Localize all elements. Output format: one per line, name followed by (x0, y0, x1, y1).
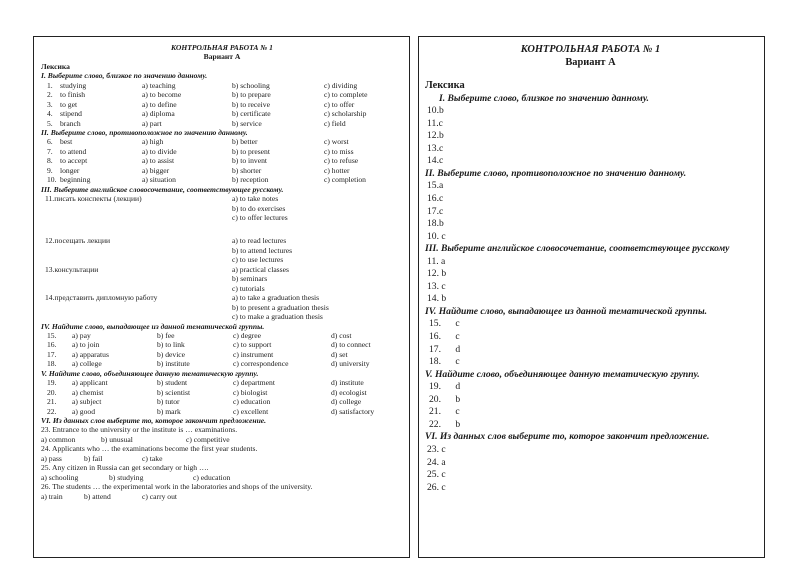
answer-option: c) department (233, 378, 275, 388)
question-row (41, 331, 403, 340)
question-number: 20. (47, 387, 57, 397)
right-answer-sheet (418, 36, 765, 558)
matching-question: 11.писать конспекты (лекции) (45, 194, 142, 204)
answer-option: b) reception (232, 175, 269, 185)
question-number: 5. (47, 118, 53, 128)
question-word: branch (60, 118, 81, 128)
answer-key-item: 11.c (427, 117, 443, 129)
answer-key-item: 24. a (427, 456, 446, 468)
question-row (41, 100, 403, 109)
answer-option: c) carry out (142, 491, 177, 501)
sentence-options (41, 473, 403, 482)
answer-option: b) mark (157, 406, 181, 416)
answer-option: c) instrument (233, 349, 274, 359)
matching-item (41, 293, 403, 321)
answer-option: d) college (331, 397, 362, 407)
question-number: 8. (47, 156, 53, 166)
part2-heading: II. Выберите слово, противоположное по значению данному. (41, 128, 248, 137)
answer-option: b) to prepare (232, 90, 271, 100)
answer-option: a) part (142, 118, 162, 128)
matching-item (41, 194, 403, 222)
matching-item (41, 265, 403, 293)
matching-question: 13.консультации (45, 264, 99, 274)
answer-option: b) tutor (157, 397, 180, 407)
answer-option: a) pay (72, 330, 91, 340)
answer-option: c) education (193, 472, 231, 482)
answer-key-item: 16.c (427, 193, 444, 205)
answer-option: b) schooling (232, 80, 270, 90)
answer-key-item: 15. c (429, 318, 460, 330)
right-title: КОНТРОЛЬНАЯ РАБОТА № 1 (520, 44, 661, 55)
answer-option: c) scholarship (324, 109, 367, 119)
sentence-question: 24. Applicants who … the examinations become the first year students. (41, 444, 258, 454)
answer-option: a) chemist (72, 387, 104, 397)
question-number: 6. (47, 137, 53, 147)
answer-option: c) to make a graduation thesis (232, 312, 323, 322)
answer-option: c) competitive (186, 434, 230, 444)
answer-option: a) subject (72, 397, 102, 407)
question-row (41, 137, 403, 146)
answer-key-item: 15.a (427, 180, 444, 192)
answer-option: a) applicant (72, 378, 108, 388)
question-number: 18. (47, 359, 57, 369)
answer-option: a) to assist (142, 156, 175, 166)
answer-option: c) to support (233, 340, 272, 350)
answer-option: c) to refuse (324, 156, 359, 166)
answers-1-heading: I. Выберите слово, близкое по значению данному. (439, 92, 649, 104)
answers-4-heading: IV. Найдите слово, выпадающее из данной тематической группы. (425, 305, 708, 317)
answer-key-item: 20. b (429, 393, 461, 405)
answer-option: c) field (324, 118, 346, 128)
answer-option: b) seminars (232, 274, 268, 284)
answer-option: c) tutorials (232, 283, 265, 293)
question-row (41, 397, 403, 406)
answer-option: a) good (72, 406, 95, 416)
left-section: Лексика (41, 61, 70, 71)
answer-option: b) shorter (232, 165, 262, 175)
answer-option: c) to use lectures (232, 255, 284, 265)
answer-option: a) to take notes (232, 194, 279, 204)
answer-option: a) situation (142, 175, 176, 185)
answer-key-item: 22. b (429, 418, 461, 430)
answers-2-list (425, 180, 756, 243)
answer-option: d) set (331, 349, 348, 359)
right-section: Лексика (425, 80, 465, 92)
answer-option: b) institute (157, 359, 190, 369)
sentence-options (41, 454, 403, 463)
question-row (41, 119, 403, 128)
question-number: 21. (47, 397, 57, 407)
answer-option: a) high (142, 137, 164, 147)
answers-5-heading: V. Найдите слово, объединяющее данную тематическую группу. (425, 368, 700, 380)
answer-key-item: 10. c (427, 230, 446, 242)
answer-option: d) ecologist (331, 387, 367, 397)
question-row (41, 350, 403, 359)
question-number: 19. (47, 378, 57, 388)
answer-key-item: 18.b (427, 218, 444, 230)
answer-option: b) device (157, 349, 186, 359)
answer-option: a) apparatus (72, 349, 109, 359)
question-number: 9. (47, 165, 53, 175)
answer-option: d) satisfactory (331, 406, 375, 416)
matching-question: 12.посещать лекции (45, 236, 111, 246)
answer-key-item: 12.b (427, 130, 444, 142)
answer-option: b) student (157, 378, 188, 388)
question-number: 22. (47, 406, 57, 416)
answer-option: b) certificate (232, 109, 271, 119)
answer-option: b) fee (157, 330, 175, 340)
answer-option: c) degree (233, 330, 262, 340)
question-word: to get (60, 99, 78, 109)
answer-key-item: 13. c (427, 280, 446, 292)
answer-option: a) teaching (142, 80, 176, 90)
left-test-sheet (33, 36, 410, 558)
sentence-options (41, 435, 403, 444)
question-number: 10. (47, 175, 57, 185)
answer-option: d) to connect (331, 340, 371, 350)
answer-option: a) to divide (142, 146, 177, 156)
answer-key-item: 10.b (427, 105, 444, 117)
question-word: best (60, 137, 73, 147)
answer-option: b) to link (157, 340, 185, 350)
part4-list (41, 331, 403, 369)
part1-list (41, 81, 403, 128)
sentence-options (41, 492, 403, 501)
answer-key-item: 14. b (427, 293, 447, 305)
answer-key-item: 14.c (427, 155, 444, 167)
question-number: 7. (47, 146, 53, 156)
answer-option: b) to receive (232, 99, 270, 109)
question-row (41, 109, 403, 118)
question-row (41, 359, 403, 368)
answer-option: a) practical classes (232, 264, 289, 274)
answers-1-list (425, 105, 756, 168)
question-number: 15. (47, 330, 57, 340)
question-row (41, 388, 403, 397)
matching-question: 14.представить дипломную работу (45, 293, 158, 303)
answer-option: b) to attend lectures (232, 245, 293, 255)
answers-4-list (425, 318, 756, 368)
answer-option: b) scientist (157, 387, 191, 397)
answer-option: a) schooling (41, 472, 79, 482)
answer-key-item: 26. c (427, 481, 446, 493)
answer-option: c) excellent (233, 406, 269, 416)
answer-option: b) to do exercises (232, 203, 286, 213)
answer-key-item: 17.c (427, 205, 444, 217)
left-variant: Вариант А (203, 52, 241, 62)
answer-option: d) university (331, 359, 370, 369)
answer-key-item: 16. c (429, 331, 460, 343)
answer-key-item: 25. c (427, 469, 446, 481)
answer-option: d) cost (331, 330, 352, 340)
answer-option: b) service (232, 118, 262, 128)
answer-option: d) institute (331, 378, 364, 388)
answer-option: b) studying (109, 472, 144, 482)
answer-option: c) biologist (233, 387, 268, 397)
answer-option: b) fail (84, 453, 103, 463)
question-row (41, 81, 403, 90)
answer-option: a) to join (72, 340, 100, 350)
answers-6-heading: VI. Из данных слов выберите то, которое закончит предложение. (425, 431, 710, 443)
answers-3-list (425, 256, 756, 306)
sentence-question: 26. The students … the experimental work in the laboratories and shops of the university. (41, 482, 313, 492)
part4-heading: IV. Найдите слово, выпадающее из данной тематической группы. (41, 321, 265, 331)
left-title: КОНТРОЛЬНАЯ РАБОТА № 1 (171, 43, 273, 52)
question-number: 17. (47, 349, 57, 359)
question-row (41, 90, 403, 99)
question-word: longer (60, 165, 80, 175)
question-word: to attend (60, 146, 87, 156)
right-variant: Вариант А (565, 56, 616, 68)
left-content (34, 37, 409, 501)
sentence-question: 25. Any citizen in Russia can get secondary or high …. (41, 463, 209, 473)
part2-list (41, 137, 403, 184)
answer-option: b) unusual (101, 434, 133, 444)
answer-option: b) to invent (232, 156, 268, 166)
question-row (41, 378, 403, 387)
matching-options (232, 265, 403, 293)
matching-options (232, 194, 403, 222)
answers-2-heading: II. Выберите слово, противоположное по значению данному. (425, 167, 687, 179)
part5-list (41, 378, 403, 416)
answer-option: a) diploma (142, 109, 175, 119)
matching-item (41, 236, 403, 264)
matching-options (232, 236, 403, 264)
answer-key-item: 13.c (427, 142, 444, 154)
question-word: to finish (60, 90, 86, 100)
part3-heading: III. Выберите английское словосочетание, соответствующее русскому. (41, 184, 284, 194)
answer-key-item: 12. b (427, 268, 447, 280)
answer-option: b) better (232, 137, 258, 147)
question-row (41, 156, 403, 165)
answer-option: a) to become (142, 90, 182, 100)
question-number: 1. (47, 80, 53, 90)
answer-option: c) education (233, 397, 271, 407)
answer-key-item: 21. c (429, 406, 460, 418)
answer-option: c) completion (324, 175, 366, 185)
question-number: 4. (47, 109, 53, 119)
answer-option: a) to take a graduation thesis (232, 293, 320, 303)
answers-5-list (425, 381, 756, 431)
answer-option: c) worst (324, 137, 349, 147)
answer-option: c) to offer (324, 99, 355, 109)
answer-option: b) to present a graduation thesis (232, 302, 329, 312)
answer-option: c) dividing (324, 80, 358, 90)
question-number: 2. (47, 90, 53, 100)
answer-key-item: 18. c (429, 356, 460, 368)
answer-option: a) bigger (142, 165, 170, 175)
answer-option: a) common (41, 434, 76, 444)
answers-3-heading: III. Выберите английское словосочетание, соответствующее русскому (425, 243, 730, 255)
answers-6-list (425, 444, 756, 494)
question-row (41, 147, 403, 156)
part5-heading: V. Найдите слово, объединяющее данную тематическую группу. (41, 368, 259, 378)
answer-option: c) take (142, 453, 163, 463)
question-row (41, 340, 403, 349)
question-word: stipend (60, 109, 82, 119)
answer-key-item: 11. a (427, 255, 446, 267)
question-row (41, 175, 403, 184)
answer-key-item: 19. d (429, 381, 461, 393)
question-word: beginning (60, 175, 91, 185)
answer-option: a) pass (41, 453, 62, 463)
answer-option: a) college (72, 359, 102, 369)
right-content (419, 37, 764, 494)
answer-option: a) to define (142, 99, 177, 109)
answer-option: c) hotter (324, 165, 350, 175)
answer-option: c) to miss (324, 146, 354, 156)
question-number: 16. (47, 340, 57, 350)
answer-key-item: 17. d (429, 343, 461, 355)
question-row (41, 166, 403, 175)
sentence-question: 23. Entrance to the university or the institute is … examinations. (41, 425, 238, 435)
answer-key-item: 23. c (427, 443, 446, 455)
answer-option: c) to offer lectures (232, 213, 288, 222)
part1-heading: I. Выберите слово, близкое по значению данному. (41, 71, 208, 81)
question-row (41, 407, 403, 416)
answer-option: b) attend (84, 491, 111, 501)
answer-option: c) to complete (324, 90, 368, 100)
part6-heading: VI. Из данных слов выберите то, которое закончит предложение. (41, 415, 267, 425)
question-word: studying (60, 80, 87, 90)
answer-option: c) correspondence (233, 359, 289, 369)
matching-options (232, 293, 403, 321)
answer-option: a) to read lectures (232, 236, 287, 246)
part6-list (41, 425, 403, 501)
answer-option: b) to present (232, 146, 270, 156)
question-number: 3. (47, 99, 53, 109)
part3-list (41, 194, 403, 321)
answer-option: a) train (41, 491, 63, 501)
question-word: to accept (60, 156, 88, 166)
